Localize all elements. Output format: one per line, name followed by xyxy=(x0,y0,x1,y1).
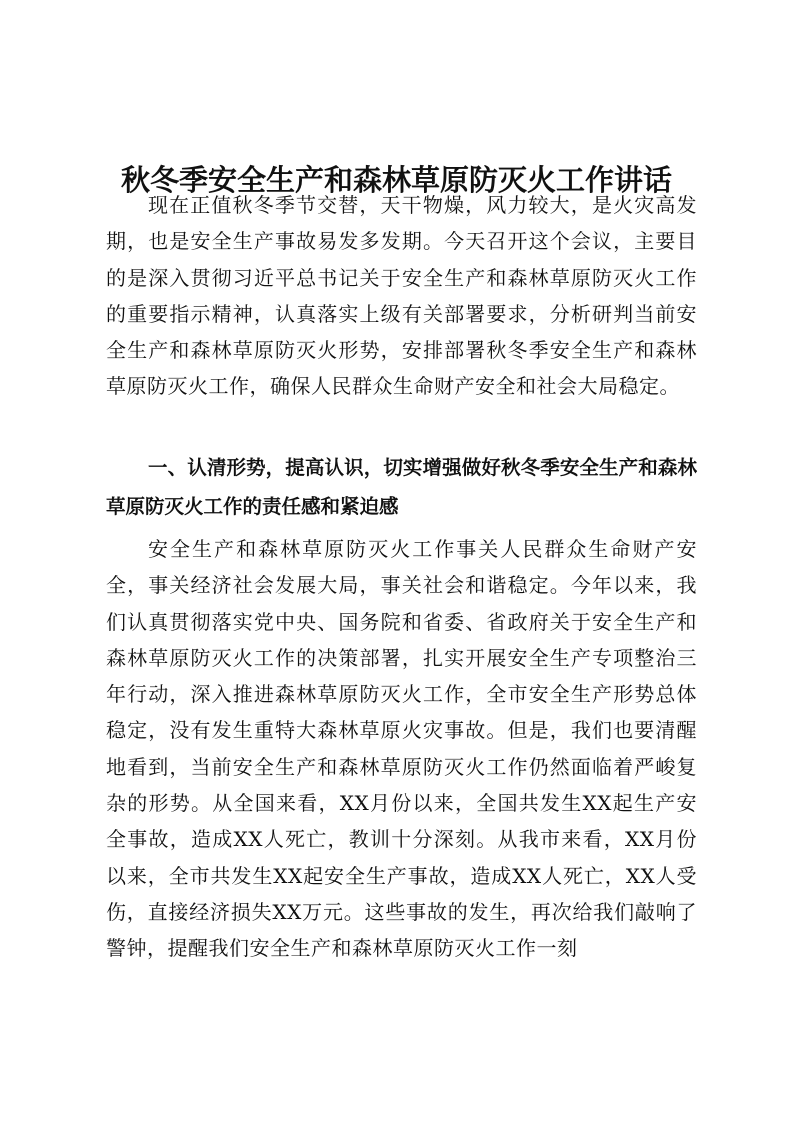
paragraph-section-1: 安全生产和森林草原防灭火工作事关人民群众生命财产安全，事关经济社会发展大局，事关社会和谐稳定。今年以来，我们认真贯彻落实党中央、国务院和省委、省政府关于安全生产和森林草原防灭火工作的决策部署，扎实开展安全生产专项整治三年行动，深入推进森林草原防灭火工作，全市安全生产形势总体稳定，没有发生重特大森林草原火灾事故。但是，我们也要清醒地看到，当前安全生产和森林草原防灭火工作仍然面临着严峻复杂的形势。从全国来看，XX月份以来，全国共发生XX起生产安全事故，造成XX人死亡，教训十分深刻。从我市来看，XX月份以来，全市共发生XX起安全生产事故，造成XX人死亡，XX人受伤，直接经济损失XX万元。这些事故的发生，再次给我们敲响了警钟，提醒我们安全生产和森林草原防灭火工作一刻 xyxy=(106,537,697,961)
document-title: 秋冬季安全生产和森林草原防灭火工作讲话 xyxy=(120,163,672,198)
paragraph-intro: 现在正值秋冬季节交替，天干物燥，风力较大，是火灾高发期，也是安全生产事故易发多发期。今天召开这个会议，主要目的是深入贯彻习近平总书记关于安全生产和森林草原防灭火工作的重要指示精神，认真落实上级有关部署要求，分析研判当前安全生产和森林草原防灭火形势，安排部署秋冬季安全生产和森林草原防灭火工作，确保人民群众生命财产安全和社会大局稳定。 xyxy=(106,193,697,399)
section-heading-1: 一、认清形势，提高认识，切实增强做好秋冬季安全生产和森林草原防灭火工作的责任感和紧迫感 xyxy=(106,456,697,518)
